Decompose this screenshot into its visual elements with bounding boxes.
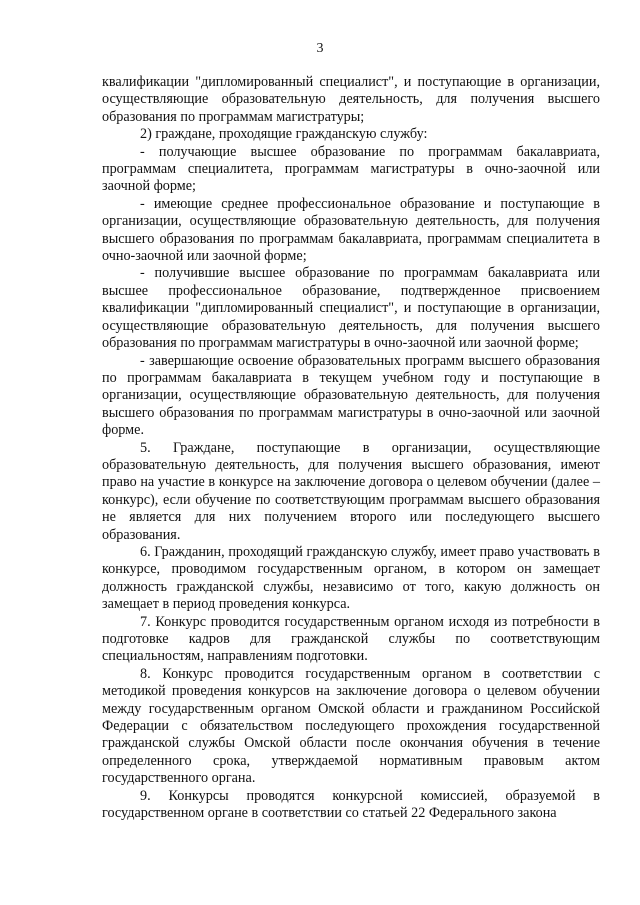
document-body <box>102 74 600 822</box>
paragraph-clause-8: 8. Конкурс проводится государственным органом в соответствии с методикой проведения конкурсов на заключение договора о целевом обучении между государственным органом Омской области и гражданином Российской Федерации с обязательством последующего прохождения государственной гражданской службы Омской области после окончания обучения в течение определенного срока, утверждаемой нормативным правовым актом государственного органа. <box>102 665 600 787</box>
paragraph-clause-7: 7. Конкурс проводится государственным органом исходя из потребности в подготовке кадров для гражданской службы по соответствующим специальностям, направлениям подготовки. <box>102 613 600 665</box>
paragraph-civil-servants-heading: 2) граждане, проходящие гражданскую службу: <box>140 126 428 143</box>
paragraph-clause-9: 9. Конкурсы проводятся конкурсной комиссией, образуемой в государственном органе в соответствии со статьей 22 Федерального закона <box>102 787 600 822</box>
paragraph-item-secondary-professional: - имеющие среднее профессиональное образование и поступающие в организации, осуществляющие образовательную деятельность, для получения высшего образования по программам бакалавриата, программам специалитета в очно-заочной или заочной форме; <box>102 195 600 265</box>
page-number: 3 <box>316 41 324 56</box>
paragraph-item-receiving-education: - получающие высшее образование по программам бакалавриата, программам специалитета, программам магистратуры в очно-заочной или заочной форме; <box>102 143 600 195</box>
paragraph-clause-5: 5. Граждане, поступающие в организации, осуществляющие образовательную деятельность, для получения высшего образования, имеют право на участие в конкурсе на заключение договора о целевом обучении (далее – конкурс), если обучение по соответствующим программам высшего образования не является для них получением второго или последующего высшего образования. <box>102 439 600 543</box>
paragraph-clause-6: 6. Гражданин, проходящий гражданскую службу, имеет право участвовать в конкурсе, проводимом государственным органом, в котором он замещает должность гражданской службы, независимо от того, какую должность он замещает в период проведения конкурса. <box>102 543 600 613</box>
paragraph-qualification-continuation: квалификации "дипломированный специалист", и поступающие в организации, осуществляющие образовательную деятельность, для получения высшего образования по программам магистратуры; <box>102 74 600 125</box>
paragraph-item-graduated-bachelor: - получившие высшее образование по программам бакалавриата или высшее профессиональное образование, подтвержденное присвоением квалификации "дипломированный специалист", и поступающие в организации, осуществляющие образовательную деятельность, для получения высшего образования по программам магистратуры в очно-заочной или заочной форме; <box>102 265 600 352</box>
paragraph-item-completing-bachelor: - завершающие освоение образовательных программ высшего образования по программам бакалавриата в текущем учебном году и поступающие в организации, осуществляющие образовательную деятельность, для получения высшего образования по программам магистратуры в очно-заочной или заочной форме. <box>102 352 600 439</box>
